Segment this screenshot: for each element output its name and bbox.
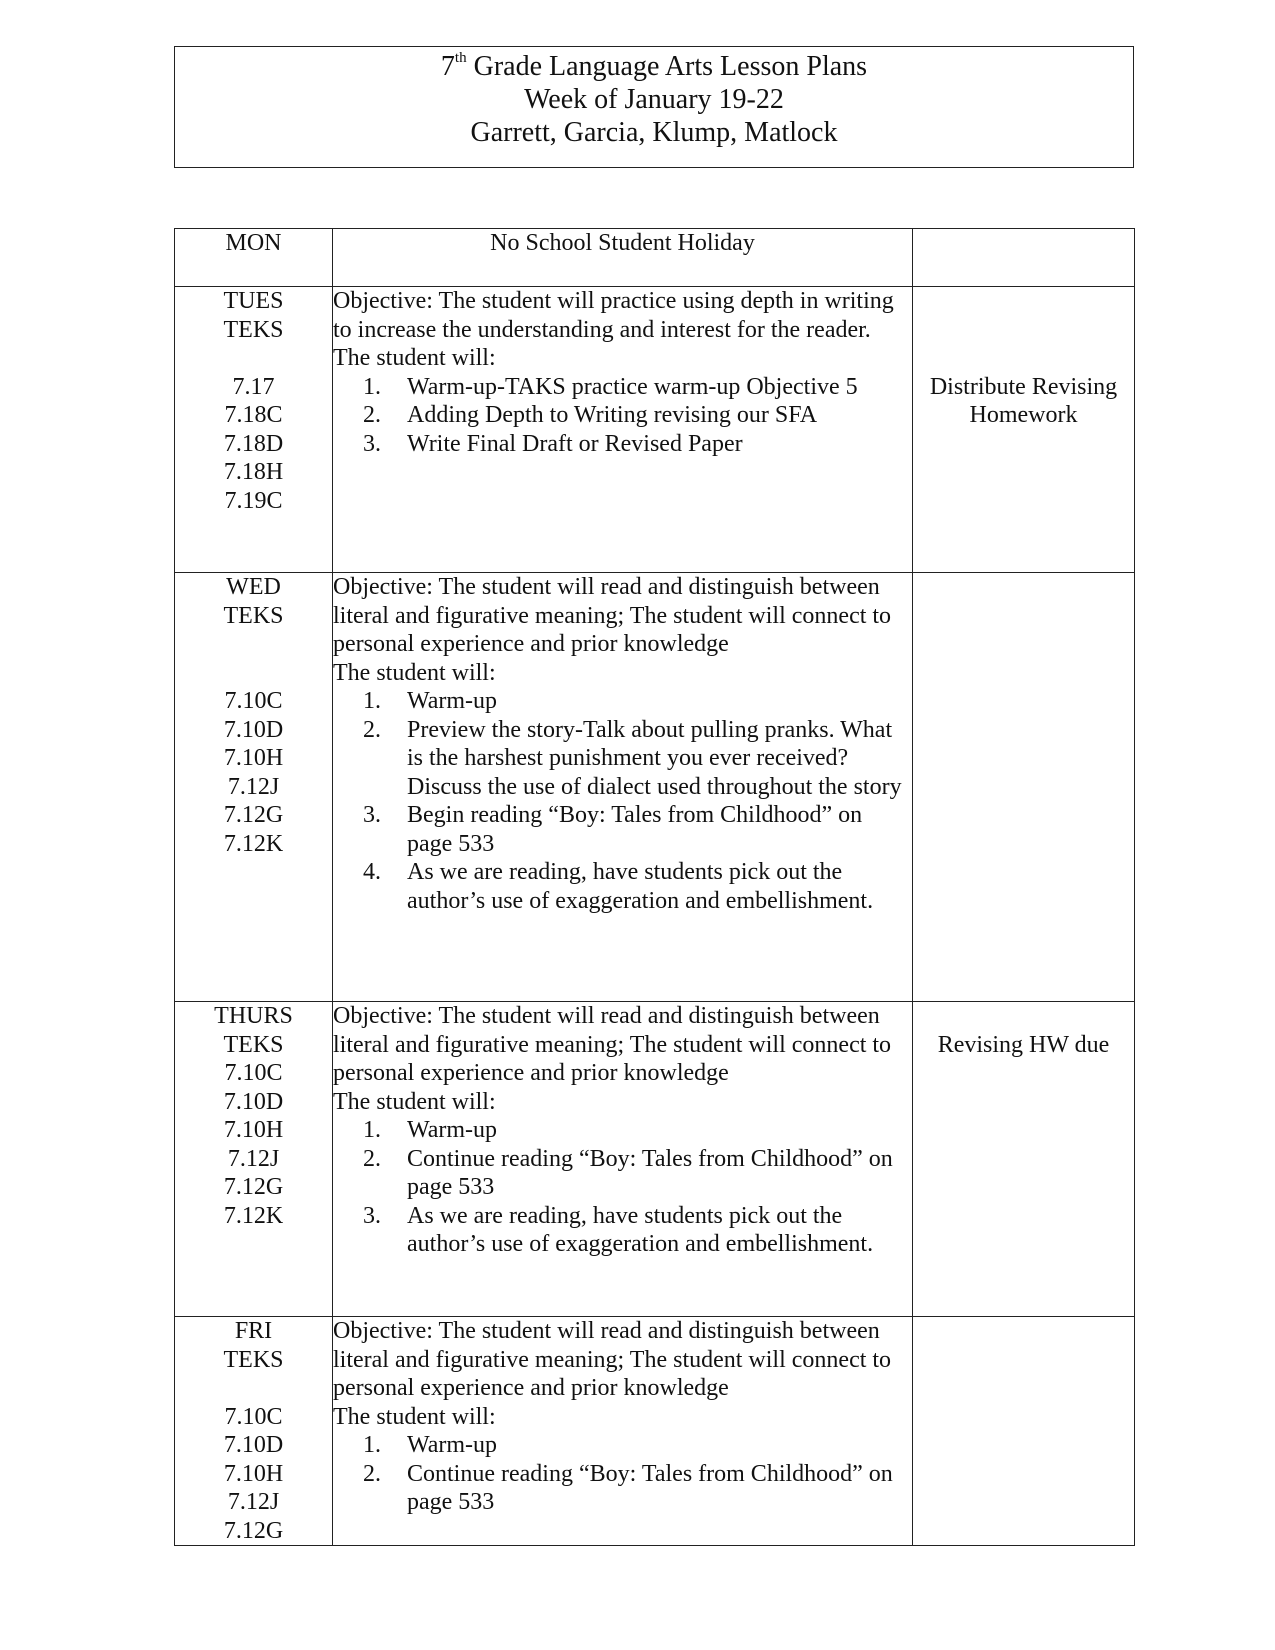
day-cell [175, 573, 333, 1002]
teks-code: 7.10C [224, 1060, 283, 1086]
teks-code: 7.17 [232, 373, 275, 400]
objective-text: Objective: The student will read and distinguish between literal and figurative meaning; The student will connect to personal experience and prior knowledge [333, 574, 892, 657]
day-label: TUES [223, 288, 284, 314]
teks-code: 7.12G [223, 1517, 284, 1544]
lesson-cell [333, 573, 913, 1002]
title-text: Grade Language Arts Lesson Plans [466, 51, 868, 82]
document-header [174, 46, 1134, 168]
teks-code: 7.12K [223, 830, 284, 857]
teks-code: 7.12J [227, 773, 280, 800]
note-text: Distribute Revising Homework [929, 373, 1118, 428]
teks-code: 7.10C [224, 688, 283, 714]
row-friday [175, 1317, 1135, 1546]
student-will-label: The student will: [333, 1088, 496, 1115]
note-cell [913, 229, 1135, 287]
day-label: THURS [214, 1003, 293, 1029]
note-cell [913, 1002, 1135, 1317]
note-cell [913, 1317, 1135, 1546]
lesson-cell [333, 1002, 913, 1317]
lesson-plan-table [174, 228, 1135, 1546]
list-item: 3. Begin reading “Boy: Tales from Childhood” on page 533 [363, 802, 863, 857]
day-label: WED [226, 574, 281, 600]
list-item: 1. Warm-up-TAKS practice warm-up Objective 5 [363, 373, 858, 400]
activity-list [333, 687, 912, 915]
teks-label: TEKS [223, 602, 284, 629]
student-will-label: The student will: [333, 345, 496, 371]
teks-code: 7.10H [223, 745, 284, 771]
objective-text: Objective: The student will practice using depth in writing to increase the understanding and interest for the reader. [333, 288, 894, 343]
teks-code: 7.10H [223, 1460, 284, 1487]
activity-list [333, 1431, 912, 1517]
teks-code: 7.10D [223, 1088, 284, 1115]
teachers-line: Garrett, Garcia, Klump, Matlock [470, 117, 838, 148]
lesson-cell [333, 1317, 913, 1546]
list-item: 1. Warm-up [363, 1432, 498, 1458]
teks-code: 7.10C [224, 1403, 283, 1430]
note-cell [913, 287, 1135, 573]
teks-label: TEKS [223, 316, 284, 343]
teks-label: TEKS [223, 1346, 284, 1373]
activity-list [333, 373, 912, 459]
list-item: 1. Warm-up [363, 1117, 498, 1143]
lesson-cell [333, 229, 913, 287]
document-title [175, 50, 1133, 83]
row-monday [175, 229, 1135, 287]
list-item: 2. Preview the story-Talk about pulling pranks. What is the harshest punishment you ever received? Discuss the use of dialect used throughout the story [363, 716, 902, 800]
student-will-label: The student will: [333, 659, 496, 686]
teks-code: 7.12J [227, 1489, 280, 1515]
teks-code: 7.18H [223, 459, 284, 485]
week-line: Week of January 19-22 [524, 84, 784, 115]
objective-text: Objective: The student will read and distinguish between literal and figurative meaning; The student will connect to personal experience and prior knowledge [333, 1318, 892, 1401]
row-tuesday [175, 287, 1135, 573]
holiday-text: No School Student Holiday [490, 230, 755, 256]
lesson-cell [333, 287, 913, 573]
objective-text: Objective: The student will read and distinguish between literal and figurative meaning; The student will connect to personal experience and prior knowledge [333, 1003, 892, 1086]
teks-code: 7.10D [223, 716, 284, 743]
list-item: 1. Warm-up [363, 688, 498, 714]
day-cell [175, 1002, 333, 1317]
teks-code: 7.10H [223, 1117, 284, 1143]
row-wednesday [175, 573, 1135, 1002]
list-item: 2. Continue reading “Boy: Tales from Childhood” on page 533 [363, 1460, 893, 1515]
note-cell [913, 573, 1135, 1002]
student-will-label: The student will: [333, 1403, 496, 1430]
day-cell [175, 229, 333, 287]
teks-code: 7.10D [223, 1432, 284, 1458]
list-item: 2. Continue reading “Boy: Tales from Childhood” on page 533 [363, 1145, 893, 1200]
day-label: FRI [234, 1318, 273, 1344]
day-cell [175, 1317, 333, 1546]
activity-list [333, 1116, 912, 1259]
grade-number: 7 [440, 51, 455, 82]
teks-code: 7.18D [223, 430, 284, 457]
day-cell [175, 287, 333, 573]
teks-code: 7.19C [224, 487, 283, 514]
teks-code: 7.12G [223, 1174, 284, 1200]
note-text: Revising HW due [937, 1031, 1110, 1058]
list-item: 4. As we are reading, have students pick out the author’s use of exaggeration and embellishment. [363, 859, 874, 914]
teks-label: TEKS [223, 1031, 284, 1058]
row-thursday [175, 1002, 1135, 1317]
teks-code: 7.12G [223, 802, 284, 828]
list-item: 2. Adding Depth to Writing revising our SFA [363, 402, 818, 428]
list-item: 3. Write Final Draft or Revised Paper [363, 430, 743, 457]
grade-superscript: th [454, 49, 467, 66]
teks-code: 7.12J [227, 1145, 280, 1172]
list-item: 3. As we are reading, have students pick out the author’s use of exaggeration and embellishment. [363, 1202, 874, 1257]
day-label: MON [225, 230, 282, 256]
teks-code: 7.18C [224, 402, 283, 428]
teks-code: 7.12K [223, 1202, 284, 1229]
